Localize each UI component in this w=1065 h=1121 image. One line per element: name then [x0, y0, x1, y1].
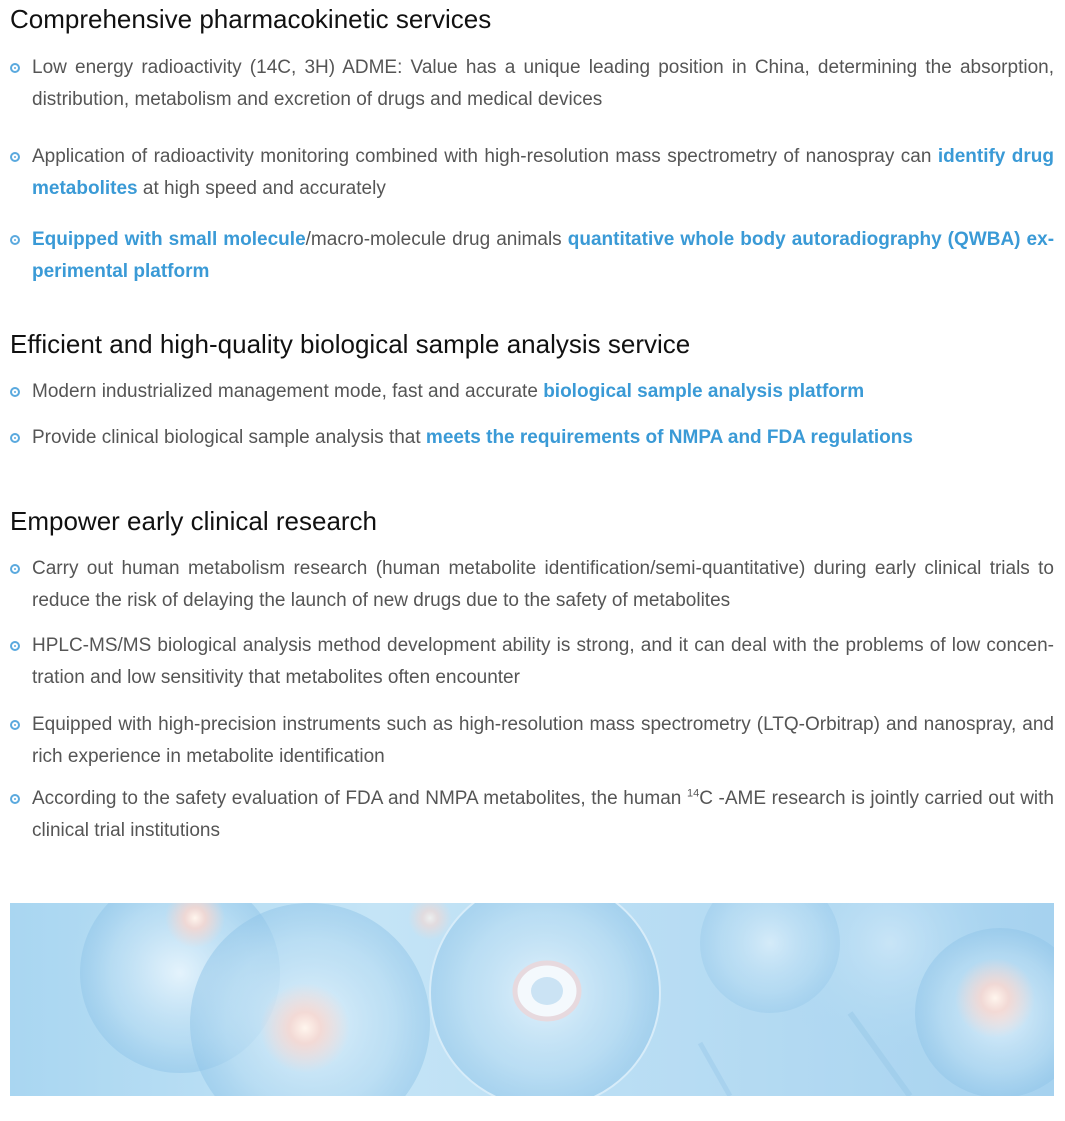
list-item-text — [32, 553, 1054, 617]
body-text: Equipped with high-precision instruments such as high-resolution mass spectrometry (LTQ-Orbitrap) and nanospray, and rich experience in metabolite identification — [32, 714, 1054, 767]
circle-bullet-icon — [10, 235, 20, 245]
circle-bullet-icon — [10, 720, 20, 730]
section-title-pharmacokinetic: Comprehensive pharmacokinetic services — [10, 4, 492, 34]
body-text: HPLC-MS/MS biological analysis method development ability is strong, and it can deal with the problems of low concentration and low sensitivity that metabolites often encounter — [32, 635, 1054, 688]
body-text: Modern industrialized management mode, fast and accurate — [32, 381, 544, 402]
section-title-bioanalysis: Efficient and high-quality biological sample analysis service — [10, 329, 691, 359]
list-item — [10, 141, 1054, 205]
body-text: Low energy radioactivity (14C, 3H) ADME: Value has a unique leading position in China, determining the absorption, distribution, metabolism and excretion of drugs and medical devices — [32, 57, 1054, 110]
list-item-text — [32, 141, 1054, 205]
list-item — [10, 709, 1054, 773]
body-text: C -AME research is jointly carried out with clinical trial institutions — [32, 788, 1055, 841]
circle-bullet-icon — [10, 433, 20, 443]
highlight-link-text: meets the requirements of NMPA and FDA regulations — [425, 427, 913, 448]
highlight-link-text: identify drug metabolites — [32, 146, 1054, 199]
highlight-link-text: quantitative whole body autoradiography (QWBA) experimental platform — [32, 229, 1055, 282]
body-text: at high speed and accurately — [137, 178, 386, 199]
highlight-link-text: biological sample analysis platform — [543, 381, 865, 402]
lab-glassware-banner — [10, 903, 1054, 1096]
circle-bullet-icon — [10, 387, 20, 397]
list-item — [10, 553, 1054, 617]
superscript-text: 14 — [686, 787, 700, 800]
list-item-text — [32, 709, 1054, 773]
body-text: Application of radioactivity monitoring combined with high-resolution mass spectrometry of nanospray can — [32, 146, 938, 167]
list-item — [10, 376, 1054, 408]
circle-bullet-icon — [10, 794, 20, 804]
list-item — [10, 224, 1054, 288]
list-item — [10, 422, 1054, 454]
list-item-text — [32, 52, 1054, 116]
body-text: /macro-molecule drug animals — [305, 229, 568, 250]
list-item-text — [32, 783, 1054, 847]
section-title-early-clinical: Empower early clinical research — [10, 506, 378, 536]
circle-bullet-icon — [10, 152, 20, 162]
body-text: Carry out human metabolism research (human metabolite identification/semi-quantitative) during early clinical trials to reduce the risk of delaying the launch of new drugs due to the safety of metabolites — [32, 558, 1054, 611]
list-item-text — [32, 376, 1054, 408]
list-item-text — [32, 224, 1054, 288]
lab-glassware-photo-icon — [10, 903, 1054, 1096]
list-item — [10, 630, 1054, 694]
circle-bullet-icon — [10, 564, 20, 574]
list-item — [10, 783, 1054, 847]
list-item-text — [32, 422, 1054, 454]
highlight-link-text: Equipped with small molecule — [32, 229, 306, 250]
body-text: According to the safety evaluation of FDA and NMPA metabolites, the human — [32, 788, 687, 809]
list-item — [10, 52, 1054, 116]
body-text: Provide clinical biological sample analysis that — [32, 427, 426, 448]
list-item-text — [32, 630, 1054, 694]
circle-bullet-icon — [10, 63, 20, 73]
circle-bullet-icon — [10, 641, 20, 651]
